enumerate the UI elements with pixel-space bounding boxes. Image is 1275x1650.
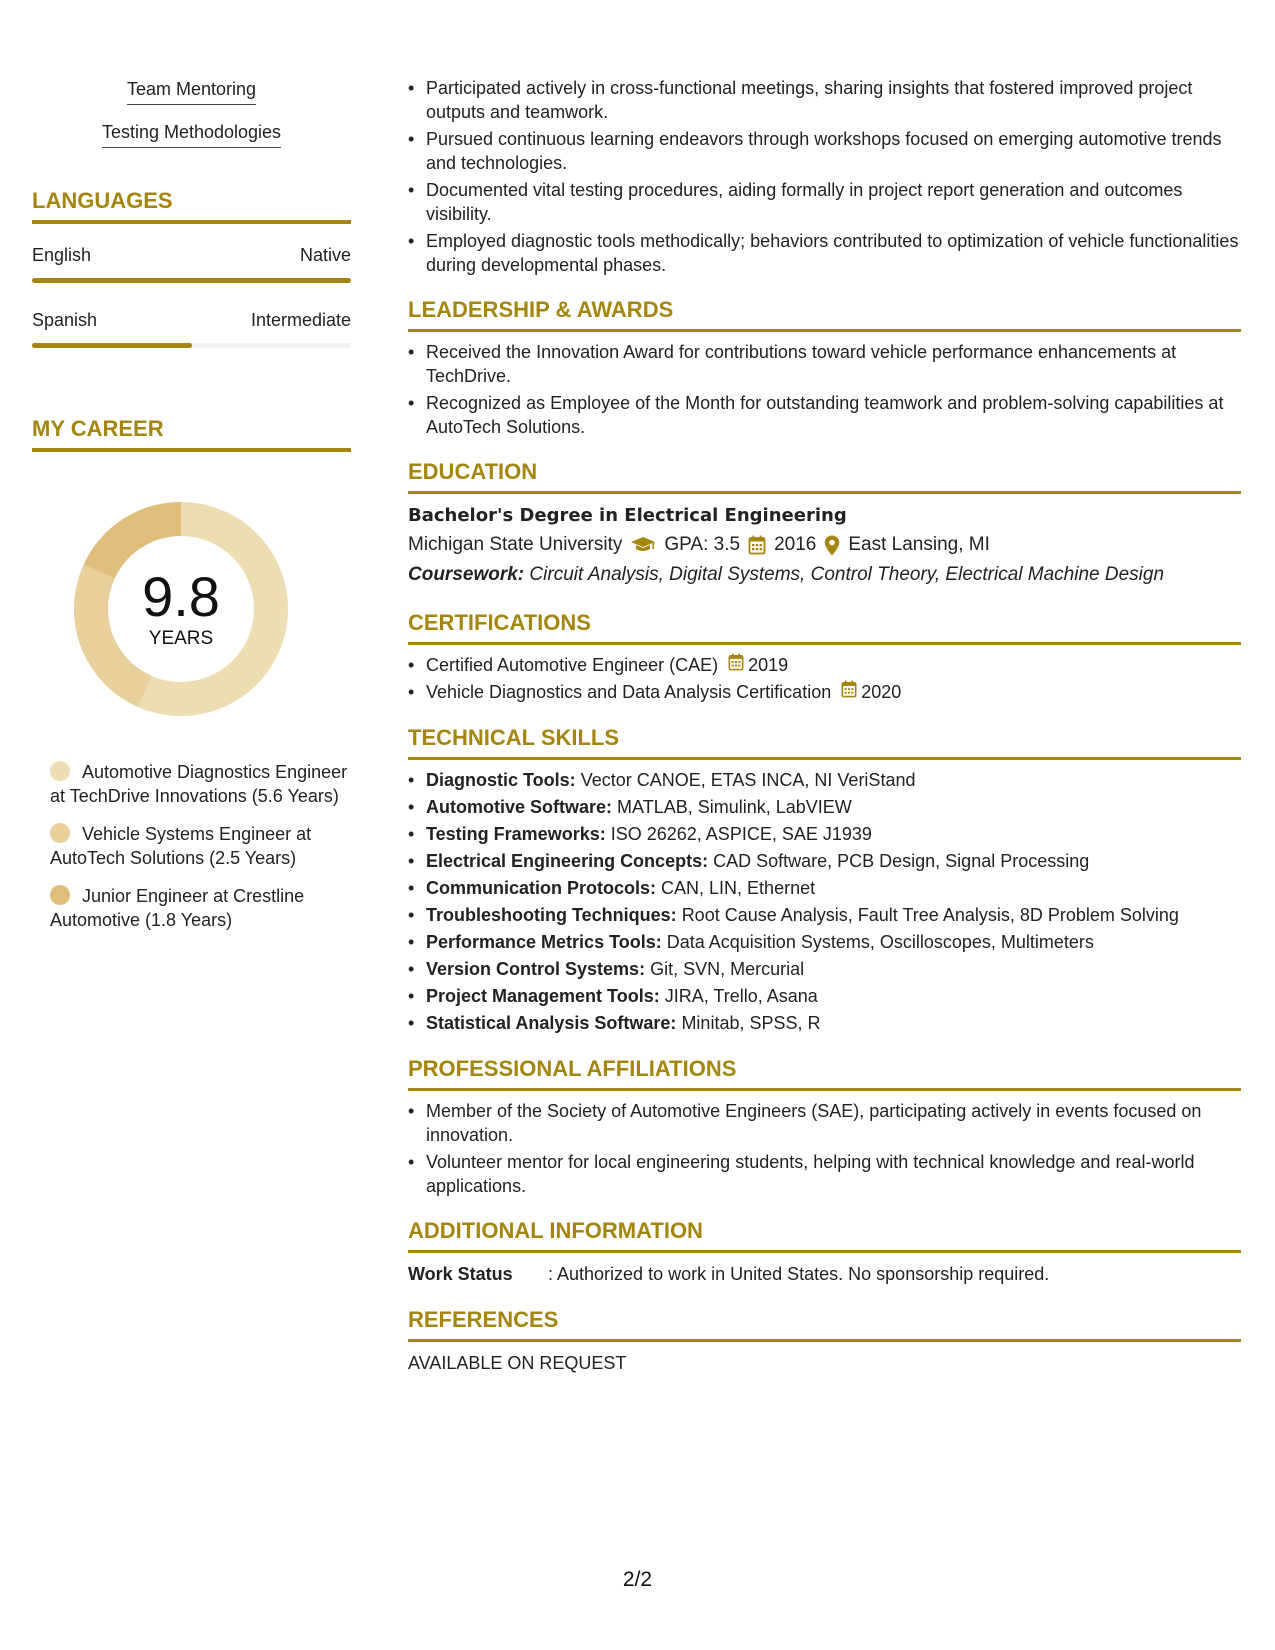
list-item: • Project Management Tools: JIRA, Trello, Asana <box>408 984 1241 1009</box>
technical-skills-list <box>408 768 1241 1036</box>
language-spanish <box>32 307 351 348</box>
language-name: Spanish <box>32 310 98 330</box>
career-unit: YEARS <box>148 628 214 649</box>
certifications-title: CERTIFICATIONS <box>408 610 1241 645</box>
legend-dot <box>50 823 70 843</box>
list-item: • Performance Metrics Tools: Data Acquisition Systems, Oscilloscopes, Multimeters <box>408 930 1241 955</box>
list-item: • Received the Innovation Award for contributions toward vehicle performance enhancements at TechDrive. <box>408 340 1241 388</box>
education-year: 2016 <box>774 534 817 555</box>
education-title: EDUCATION <box>408 459 1241 494</box>
legend-item: Vehicle Systems Engineer at AutoTech Solutions (2.5 Years) <box>50 824 312 868</box>
leadership-list <box>408 340 1241 439</box>
skill-tag: Team Mentoring <box>32 76 351 105</box>
language-bar <box>32 278 351 283</box>
language-level: Native <box>299 245 351 265</box>
languages-title: LANGUAGES <box>32 188 351 224</box>
calendar-icon <box>841 680 857 705</box>
legend-dot <box>50 761 70 781</box>
affiliations-title: PROFESSIONAL AFFILIATIONS <box>408 1056 1241 1091</box>
list-item: • Documented vital testing procedures, aiding formally in project report generation and outcomes visibility. <box>408 178 1241 226</box>
education-coursework: Coursework: Circuit Analysis, Digital Systems, Control Theory, Electrical Machine Design <box>408 564 1165 585</box>
career-total: 9.8 <box>142 565 220 628</box>
list-item: • Employed diagnostic tools methodically; behaviors contributed to optimization of vehicle functionalities during developmental phases. <box>408 229 1241 277</box>
experience-bullets <box>408 76 1241 277</box>
legend-item: Automotive Diagnostics Engineer at TechDrive Innovations (5.6 Years) <box>50 762 348 806</box>
education-school: Michigan State University <box>408 534 623 555</box>
graduation-cap-icon <box>630 536 656 554</box>
list-item: • Version Control Systems: Git, SVN, Mercurial <box>408 957 1241 982</box>
list-item: • Recognized as Employee of the Month for outstanding teamwork and problem-solving capabilities at AutoTech Solutions. <box>408 391 1241 439</box>
work-status-value: : Authorized to work in United States. No sponsorship required. <box>548 1264 1050 1284</box>
work-status-key: Work Status <box>408 1264 513 1284</box>
location-pin-icon <box>824 535 840 556</box>
calendar-icon <box>728 653 744 678</box>
list-item: • Diagnostic Tools: Vector CANOE, ETAS INCA, NI VeriStand <box>408 768 1241 793</box>
education-location: East Lansing, MI <box>848 534 990 555</box>
list-item: • Automotive Software: MATLAB, Simulink, LabVIEW <box>408 795 1241 820</box>
list-item: • Troubleshooting Techniques: Root Cause Analysis, Fault Tree Analysis, 8D Problem Solving <box>408 903 1241 928</box>
list-item: • Certified Automotive Engineer (CAE) 2019 <box>408 653 1241 678</box>
language-bar-fill <box>32 343 192 348</box>
work-status-row <box>408 1261 1241 1287</box>
list-item: • Statistical Analysis Software: Minitab, SPSS, R <box>408 1011 1241 1036</box>
language-bar <box>32 343 351 348</box>
career-title: MY CAREER <box>32 416 351 452</box>
list-item: • Pursued continuous learning endeavors through workshops focused on emerging automotive trends and technologies. <box>408 127 1241 175</box>
legend-dot <box>50 885 70 905</box>
education-gpa: GPA: 3.5 <box>664 534 741 555</box>
left-column <box>32 76 351 946</box>
additional-info-title: ADDITIONAL INFORMATION <box>408 1218 1241 1253</box>
list-item: • Vehicle Diagnostics and Data Analysis Certification 2020 <box>408 680 1241 705</box>
list-item: • Testing Frameworks: ISO 26262, ASPICE, SAE J1939 <box>408 822 1241 847</box>
list-item: • Participated actively in cross-functional meetings, sharing insights that fostered improved project outputs and teamwork. <box>408 76 1241 124</box>
list-item: • Electrical Engineering Concepts: CAD Software, PCB Design, Signal Processing <box>408 849 1241 874</box>
affiliations-list <box>408 1099 1241 1198</box>
list-item: • Communication Protocols: CAN, LIN, Ethernet <box>408 876 1241 901</box>
right-column <box>408 76 1241 1376</box>
calendar-icon <box>748 535 766 555</box>
leadership-title: LEADERSHIP & AWARDS <box>408 297 1241 332</box>
cert-year: 2019 <box>748 655 789 675</box>
language-english <box>32 242 351 283</box>
legend-item: Junior Engineer at Crestline Automotive (1.8 Years) <box>50 886 305 930</box>
cert-year: 2020 <box>861 682 902 702</box>
language-bar-fill <box>32 278 351 283</box>
skill-tag: Testing Methodologies <box>32 119 351 148</box>
page-number: 2/2 <box>622 1568 653 1591</box>
career-legend <box>32 760 351 932</box>
language-level: Intermediate <box>250 310 351 330</box>
career-donut-chart <box>66 494 296 724</box>
references-text: AVAILABLE ON REQUEST <box>408 1353 627 1373</box>
certifications-list <box>408 653 1241 705</box>
list-item: • Member of the Society of Automotive Engineers (SAE), participating actively in events focused on innovation. <box>408 1099 1241 1147</box>
references-title: REFERENCES <box>408 1307 1241 1342</box>
education-details <box>408 530 1241 560</box>
education-degree: Bachelor's Degree in Electrical Engineering <box>408 505 847 526</box>
language-name: English <box>32 245 92 265</box>
list-item: • Volunteer mentor for local engineering students, helping with technical knowledge and real-world applications. <box>408 1150 1241 1198</box>
technical-skills-title: TECHNICAL SKILLS <box>408 725 1241 760</box>
